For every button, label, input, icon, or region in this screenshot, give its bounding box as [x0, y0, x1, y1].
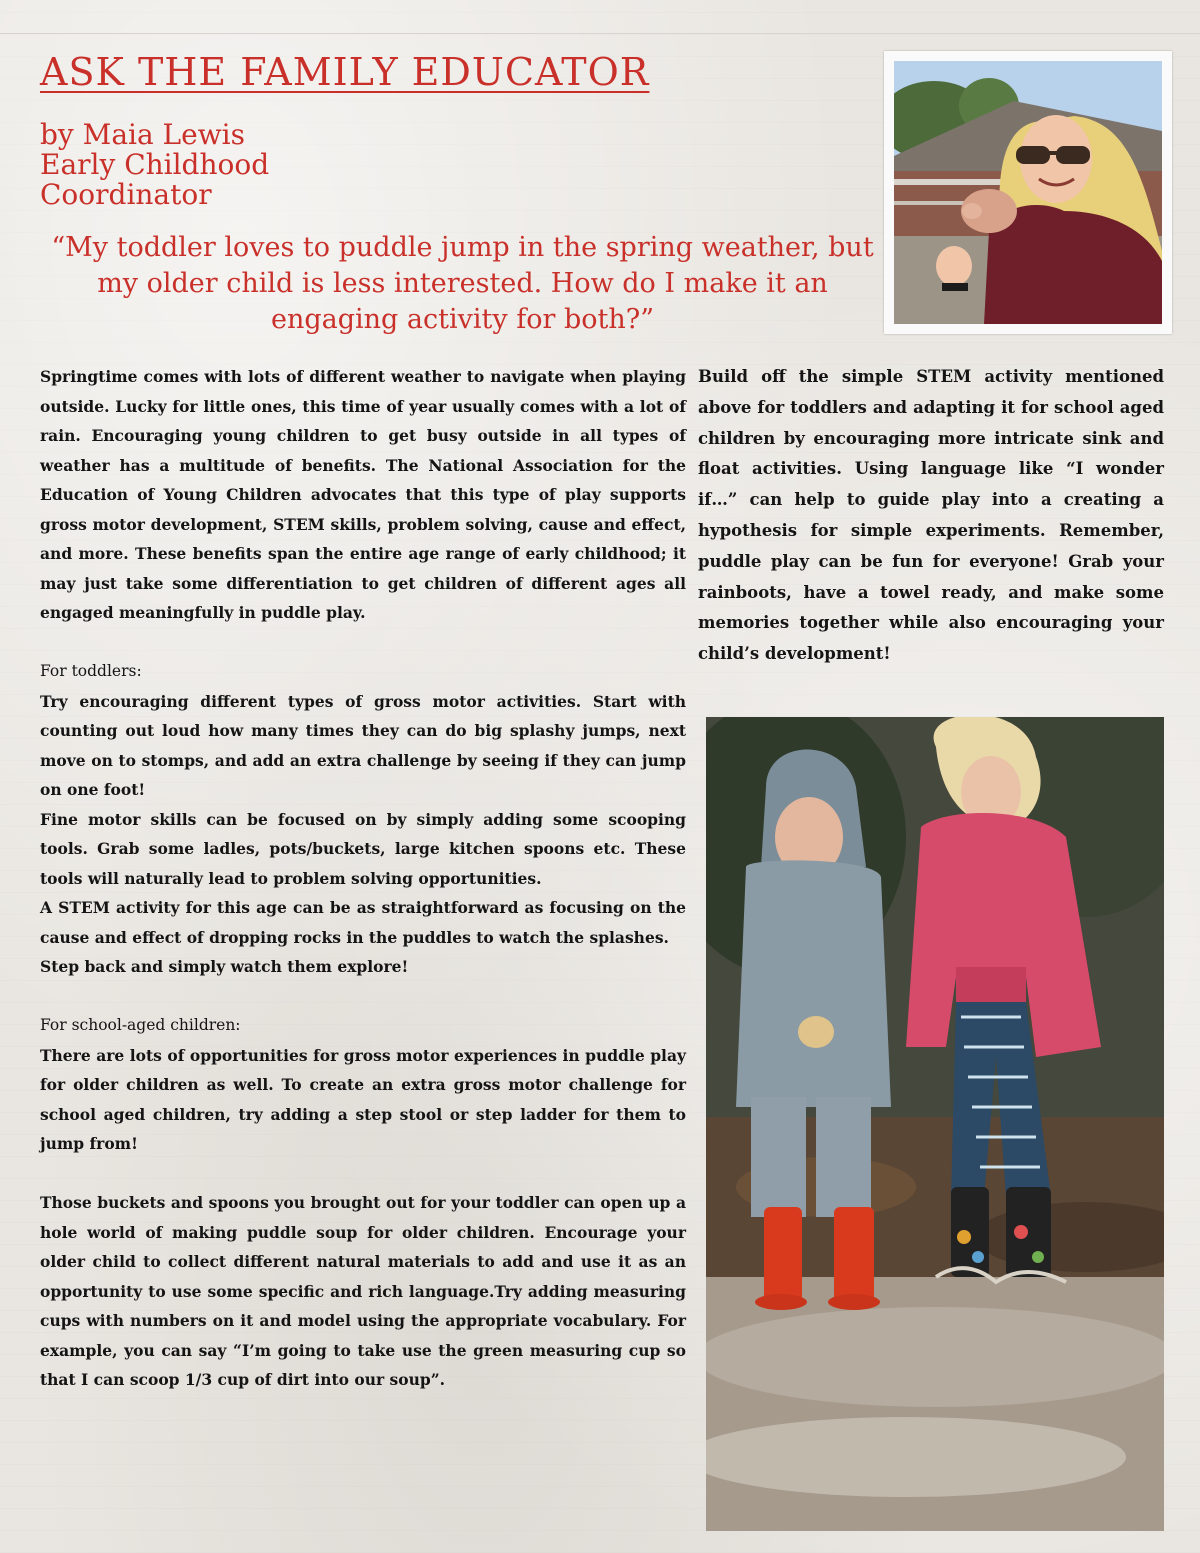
byline [40, 120, 360, 210]
school-aged-paragraph-2: Those buckets and spoons you brought out for your toddler can open up a hole world of making puddle soup for older children. Encourage your older child to collect different natural materials to add and use it as an opportunity to use some specific and rich language.Try adding measuring cups with numbers on it and model using the appropriate vocabulary. For example, you can say “I’m going to take use the green measuring cup so that I can scoop 1/3 cup of dirt into our soup”. [40, 1193, 686, 1389]
children-puddle-photo [706, 717, 1164, 1531]
article-left-column [40, 362, 686, 1395]
byline-role-line1: Early Childhood [40, 148, 270, 181]
byline-author: by Maia Lewis [40, 118, 246, 151]
intro-paragraph: Springtime comes with lots of different weather to navigate when playing outside. Lucky for little ones, this time of year usually comes with a lot of rain. Encouraging young children to get busy outside in all types of weather has a multitude of benefits. The National Association for the Education of Young Children advocates that this type of play supports gross motor development, STEM skills, problem solving, cause and effect, and more. These benefits span the entire age range of early childhood; it may just take some differentiation to get children of different ages all engaged meaningfully in puddle play. [40, 367, 686, 622]
article-right-column [698, 362, 1164, 670]
byline-role-line2: Coordinator [40, 178, 212, 211]
author-photo-frame [884, 51, 1172, 334]
author-photo-illustration [894, 61, 1162, 324]
right-column-paragraph: Build off the simple STEM activity mentioned above for toddlers and adapting it for school aged children by encouraging more intricate sink and float activities. Using language like “I wonder if…” can help to guide play into a creating a hypothesis for simple experiments. Remember, puddle play can be fun for everyone! Grab your rainboots, have a towel ready, and make some memories together while also encouraging your child’s development! [698, 367, 1164, 664]
children-puddle-illustration [706, 717, 1164, 1531]
reader-question: “My toddler loves to puddle jump in the spring weather, but my older child is less interested. How do I make it an engaging activity for both?” [51, 232, 874, 335]
school-aged-heading: For school-aged children: [40, 1016, 241, 1034]
toddlers-paragraph-3: A STEM activity for this age can be as straightforward as focusing on the cause and effect of dropping rocks in the puddles to watch the splashes. [40, 898, 686, 947]
page-title: ASK THE FAMILY EDUCATOR [40, 50, 650, 94]
school-aged-paragraph-1: There are lots of opportunities for gross motor experiences in puddle play for older children as well. To create an extra gross motor challenge for school aged children, try adding a step stool or step ladder for them to jump from! [40, 1045, 686, 1153]
toddlers-heading: For toddlers: [40, 662, 142, 680]
top-rule [0, 33, 1200, 34]
toddlers-paragraph-4: Step back and simply watch them explore! [40, 957, 409, 976]
toddlers-paragraph-1: Try encouraging different types of gross motor activities. Start with counting out loud how many times they can do big splashy jumps, next move on to stomps, and add an extra challenge by seeing if they can jump on one foot! [40, 691, 686, 799]
author-photo [894, 61, 1162, 324]
toddlers-paragraph-2: Fine motor skills can be focused on by simply adding some scooping tools. Grab some ladles, pots/buckets, large kitchen spoons etc. These tools will naturally lead to problem solving opportunities. [40, 809, 686, 888]
